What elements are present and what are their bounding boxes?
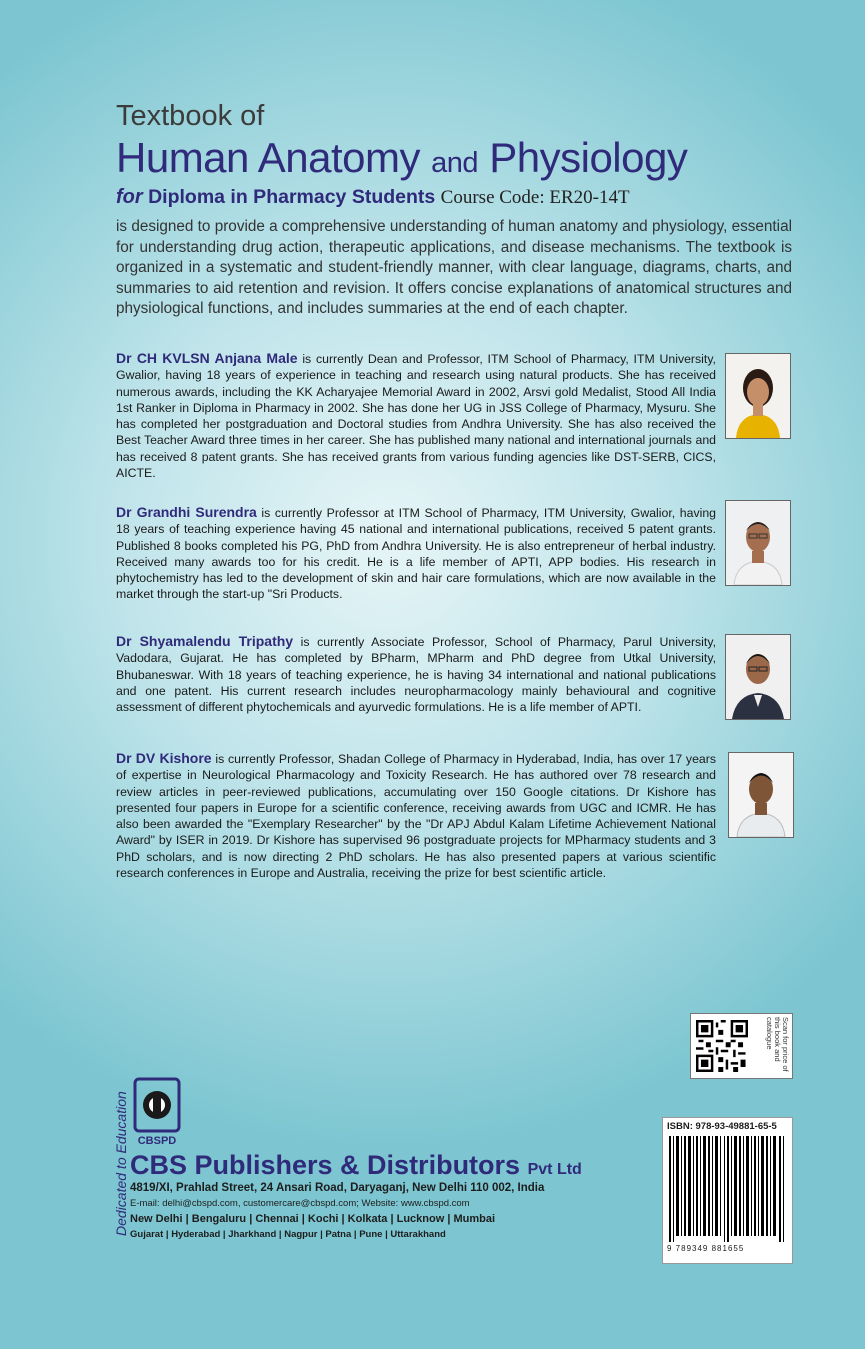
qr-code-box [690, 1013, 793, 1079]
author-text-2: is currently Professor at ITM School of Pharmacy, ITM University, Gwalior, having 18 years of teaching experience having 45 national and international publications, received 5 patent grants. Published 8 books completed his PG, PhD from Andhra University. He is also entrepreneur of herbal industry. Received many awards too for his credit. He is a life member of APTI, APP bodies. His research in phytochemistry has led to the development of skin and hair care formulations, which are now available in the market through the start-up "Sri Products. [116, 506, 717, 602]
qr-caption: Scan for price of this book and catalogue [765, 1017, 790, 1072]
title-end: Physiology [489, 134, 688, 181]
author-bio-4 [116, 750, 716, 881]
publisher-cities-1: New Delhi | Bengaluru | Chennai | Kochi | Kolkata | Lucknow | Mumbai [130, 1213, 496, 1225]
author-photo-4 [728, 752, 794, 838]
author-text-4: is currently Professor, Shadan College of Pharmacy in Hyderabad, India, has over 17 years of expertise in Neurological Pharmacology and Toxicity Research. He has authored over 78 research and review articles in peer-reviewed publications, accumulating over 150 Google citations. Dr Kishore has presented four papers in Europe for a scientific conference, receiving awards from UGC and ICMR. He has also been awarded the "Exemplary Researcher" by the "Dr APJ Abdul Kalam Lifetime Achievement National Award" by ISER in 2019. Dr Kishore has supervised 96 postgraduate projects for MPharmacy students and 3 PhD scholars, and is now directing 2 PhD scholars. He has also presented papers at various scientific research conferences in Europe and Australia, receiving the prize for best scientific article. [116, 752, 716, 881]
author-photo-3 [725, 634, 791, 720]
book-subtitle [116, 186, 630, 209]
isbn-barcode-box [662, 1117, 793, 1264]
author-name-3: Dr Shyamalendu Tripathy [116, 633, 294, 649]
publisher-cities-2: Gujarat | Hyderabad | Jharkhand | Nagpur | Patna | Pune | Uttarakhand [130, 1229, 446, 1240]
publisher-address: 4819/XI, Prahlad Street, 24 Ansari Road, Daryaganj, New Delhi 110 002, India [130, 1182, 545, 1194]
title-and: and [431, 147, 479, 179]
course-code: Course Code: ER20-14T [440, 187, 630, 208]
author-bio-2 [116, 504, 716, 603]
author-name-4: Dr DV Kishore [116, 750, 212, 766]
author-name-1: Dr CH KVLSN Anjana Male [116, 350, 298, 366]
subtitle-main: Diploma in Pharmacy Students [148, 186, 436, 208]
isbn-label: ISBN: 978-93-49881-65-5 [667, 1121, 777, 1132]
publisher-name [130, 1150, 582, 1181]
barcode-icon [667, 1136, 787, 1242]
author-bio-1 [116, 350, 716, 481]
publisher-tagline-text: Dedicated to Education [113, 1091, 129, 1236]
author-name-2: Dr Grandhi Surendra [116, 504, 257, 520]
title-main: Human Anatomy [116, 134, 420, 181]
publisher-name-text: CBS Publishers & Distributors [130, 1150, 521, 1180]
logo-text: CBSPD [137, 1135, 177, 1147]
book-description: is designed to provide a comprehensive understanding of human anatomy and physiology, essential for understanding drug action, therapeutic applications, and disease mechanisms. The textbook is organized in a systematic and student-friendly manner, with clear language, diagrams, charts, and summaries to aid retention and revision. It offers concise explanations of anatomical structures and physiological functions, and includes summaries at the end of each chapter. [116, 218, 792, 317]
qr-code-icon [696, 1020, 748, 1072]
author-photo-1 [725, 353, 791, 439]
author-photo-2 [725, 500, 791, 586]
book-title [116, 134, 687, 182]
isbn-digits: 9 789349 881655 [667, 1244, 745, 1253]
cbspd-logo-icon [133, 1077, 181, 1147]
publisher-tagline [113, 1072, 131, 1236]
subtitle-for: for [116, 186, 143, 208]
title-prefix: Textbook of [116, 100, 265, 132]
publisher-contact: E-mail: delhi@cbspd.com, customercare@cbspd.com; Website: www.cbspd.com [130, 1198, 470, 1209]
author-bio-3 [116, 633, 716, 715]
publisher-suffix: Pvt Ltd [527, 1161, 582, 1178]
author-text-1: is currently Dean and Professor, ITM School of Pharmacy, ITM University, Gwalior, having 18 years of experience in teaching and research using natural products. She has received numerous awards, including the KK Acharyajee Memorial Award in 2002, Arsvi gold Medalist, Stood All India 1st Ranker in Diploma in Pharmacy in 2002. She has done her UG in JSS College of Pharmacy, Mysuru. She has completed her postgraduation and Doctoral studies from Andhra University. She has also received the Best Teacher Award three times in her career. She has published many national and international journals and has received 8 patent grants. She has received grants from various funding agencies like DST-SERB, CICS, AICTE. [116, 352, 716, 481]
author-text-3: is currently Associate Professor, School of Pharmacy, Parul University, Vadodara, Gujarat. He has completed by BPharm, MPharm and PhD degree from Utkal University, Bhubaneswar. With 18 years of teaching experience, he is having 34 international and national publications and one patent. His current research includes neuropharmacology mainly behavioural and cognitive assessment of different phytochemicals and ayurvedic formulations. He is a life member of APTI. [116, 635, 716, 715]
